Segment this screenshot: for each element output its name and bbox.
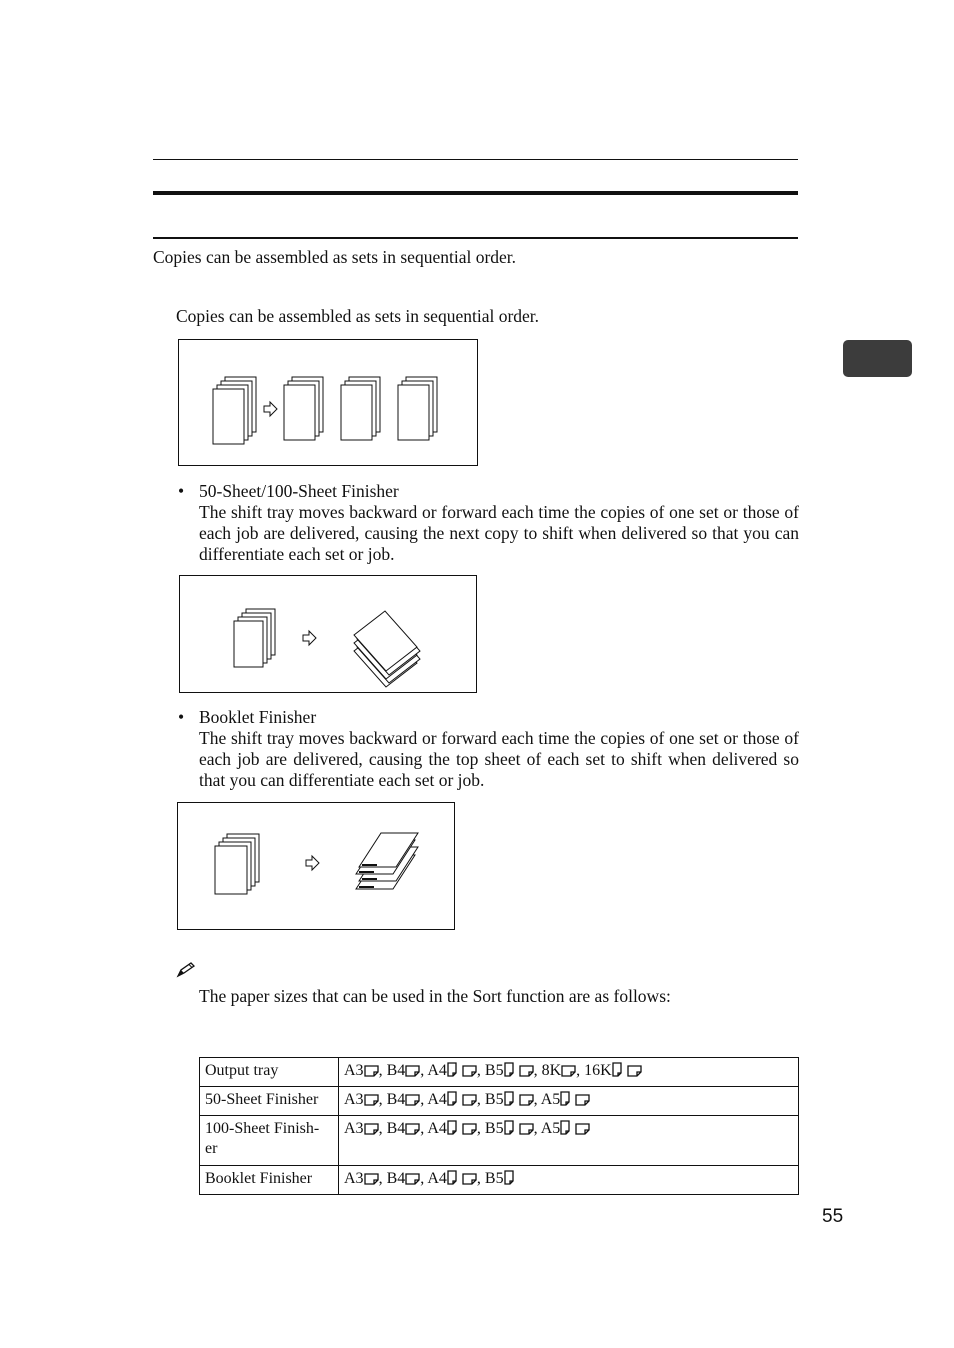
booklet-sort-illustration	[177, 802, 455, 930]
portrait-orientation-icon	[504, 1062, 515, 1077]
paper-size: B4	[386, 1120, 406, 1137]
device-cell: Booklet Finisher	[200, 1166, 339, 1195]
landscape-orientation-icon	[519, 1094, 534, 1106]
landscape-orientation-icon	[364, 1123, 379, 1135]
portrait-orientation-icon	[504, 1170, 515, 1185]
paper-size: A3	[344, 1120, 364, 1137]
shift-sort-illustration	[179, 575, 477, 693]
paper-size: A4	[427, 1062, 447, 1079]
device-cell: 50-Sheet Finisher	[200, 1087, 339, 1116]
page-number: 55	[822, 1206, 844, 1227]
landscape-orientation-icon	[462, 1173, 477, 1185]
sizes-cell: A3 , B4 , A4 , B5 , A5	[339, 1087, 799, 1116]
portrait-orientation-icon	[447, 1091, 458, 1106]
header-thick-rule	[153, 191, 798, 195]
indented-text: Copies can be assembled as sets in sequential order.	[176, 306, 540, 326]
paper-size-table	[199, 1057, 799, 1195]
device-cell: Output tray	[200, 1058, 339, 1087]
paper-size: B5	[484, 1062, 504, 1079]
table-row	[200, 1166, 799, 1195]
paper-size: B5	[484, 1120, 504, 1137]
portrait-orientation-icon	[504, 1120, 515, 1135]
landscape-orientation-icon	[462, 1094, 477, 1106]
sizes-cell: A3 , B4 , A4 , B5 , A5	[339, 1116, 799, 1166]
portrait-orientation-icon	[447, 1120, 458, 1135]
table-row	[200, 1058, 799, 1087]
paper-size: B5	[484, 1170, 504, 1187]
portrait-orientation-icon	[447, 1062, 458, 1077]
booklet-finisher-section	[199, 707, 799, 791]
arrow-icon	[306, 856, 319, 870]
paper-size: 16K	[584, 1062, 612, 1079]
device-cell: 100-Sheet Finish- er	[200, 1116, 339, 1166]
section-title: Booklet Finisher	[199, 707, 317, 727]
arrow-icon	[303, 631, 316, 645]
arrow-icon	[264, 402, 277, 416]
chapter-tab	[843, 340, 912, 377]
bullet-icon: •	[178, 481, 185, 501]
table-row	[200, 1116, 799, 1166]
finisher-50-100-section	[199, 481, 799, 565]
paper-size: B4	[386, 1062, 406, 1079]
landscape-orientation-icon	[364, 1094, 379, 1106]
landscape-orientation-icon	[561, 1065, 576, 1077]
paper-size: B4	[386, 1091, 406, 1108]
paper-size: A3	[344, 1062, 364, 1079]
paper-size: A5	[540, 1120, 561, 1137]
sizes-cell: A3 , B4 , A4 , B5	[339, 1166, 799, 1195]
portrait-orientation-icon	[504, 1091, 515, 1106]
landscape-orientation-icon	[405, 1123, 420, 1135]
landscape-orientation-icon	[405, 1065, 420, 1077]
landscape-orientation-icon	[519, 1123, 534, 1135]
landscape-orientation-icon	[575, 1094, 590, 1106]
note-text: The paper sizes that can be used in the Sort function are as follows:	[199, 986, 671, 1006]
landscape-orientation-icon	[519, 1065, 534, 1077]
paper-size: 8K	[541, 1062, 562, 1079]
intro-text: Copies can be assembled as sets in sequential order.	[153, 247, 517, 267]
section-title: 50-Sheet/100-Sheet Finisher	[199, 481, 399, 501]
landscape-orientation-icon	[405, 1094, 420, 1106]
portrait-orientation-icon	[560, 1091, 571, 1106]
paper-size: A4	[427, 1091, 447, 1108]
paper-size: A5	[540, 1091, 561, 1108]
header-thin-rule	[153, 159, 798, 160]
sizes-cell: A3 , B4 , A4 , B5 , 8K , 16K	[339, 1058, 799, 1087]
landscape-orientation-icon	[462, 1123, 477, 1135]
portrait-orientation-icon	[560, 1120, 571, 1135]
paper-size: B4	[386, 1170, 406, 1187]
paper-size: A3	[344, 1091, 364, 1108]
portrait-orientation-icon	[447, 1170, 458, 1185]
portrait-orientation-icon	[612, 1062, 623, 1077]
bullet-icon: •	[178, 707, 185, 727]
paper-size: B5	[484, 1091, 504, 1108]
sort-illustration	[178, 339, 478, 466]
section-body: The shift tray moves backward or forward each time the copies of one set or those of each job are delivered, causing the next copy to shift when delivered so that you can differentiate each set or job.	[199, 502, 799, 564]
table-row	[200, 1087, 799, 1116]
paper-size: A4	[427, 1120, 447, 1137]
paper-size: A4	[427, 1170, 447, 1187]
landscape-orientation-icon	[462, 1065, 477, 1077]
landscape-orientation-icon	[575, 1123, 590, 1135]
section-body: The shift tray moves backward or forward each time the copies of one set or those of each job are delivered, causing the top sheet of each set to shift when delivered so that you can differentiate each set or job.	[199, 728, 799, 790]
paper-size: A3	[344, 1170, 364, 1187]
section-rule	[153, 237, 798, 239]
landscape-orientation-icon	[627, 1065, 642, 1077]
note-pencil-icon	[176, 962, 196, 978]
landscape-orientation-icon	[364, 1173, 379, 1185]
landscape-orientation-icon	[405, 1173, 420, 1185]
landscape-orientation-icon	[364, 1065, 379, 1077]
